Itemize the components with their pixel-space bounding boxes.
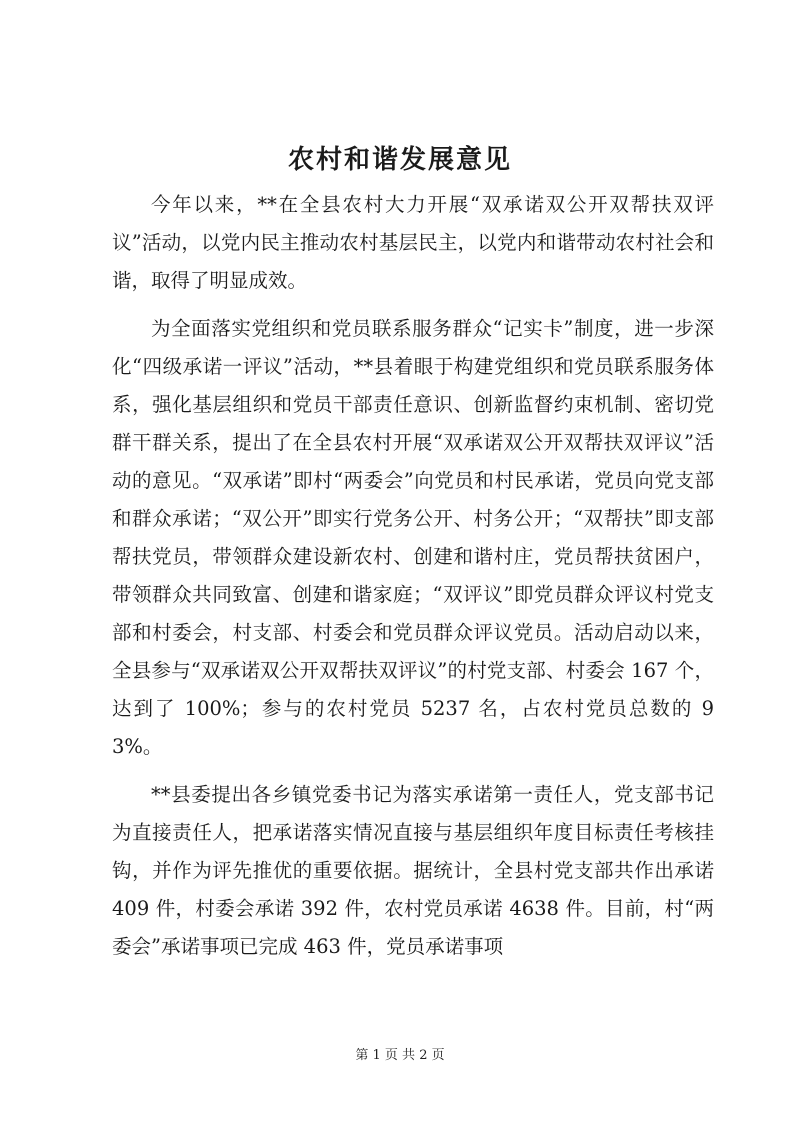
paragraph-1: 今年以来，**在全县农村大力开展“双承诺双公开双帮扶双评议”活动，以党内民主推动农村基层民主，以党内和谐带动农村社会和谐，取得了明显成效。 [112, 193, 714, 292]
paragraph-3: **县委提出各乡镇党委书记为落实承诺第一责任人，党支部书记为直接责任人，把承诺落实情况直接与基层组织年度目标责任考核挂钩，并作为评先推优的重要依据。据统计，全县村党支部共作出承诺 409 件，村委会承诺 392 件，农村党员承诺 4638 件。目前，村“两委会”承诺事项已完成 463 件，党员承诺事项 [112, 783, 714, 958]
document-title: 农村和谐发展意见 [287, 145, 512, 175]
page-footer: 第 1 页 共 2 页 [355, 1048, 445, 1063]
document-body [112, 186, 714, 976]
paragraph-2: 为全面落实党组织和党员联系服务群众“记实卡”制度，进一步深化“四级承诺一评议”活动，**县着眼于构建党组织和党员联系服务体系，强化基层组织和党员干部责任意识、创新监督约束机制、密切党群干群关系，提出了在全县农村开展“双承诺双公开双帮扶双评议”活动的意见。“双承诺”即村“两委会”向党员和村民承诺，党员向党支部和群众承诺；“双公开”即实行党务公开、村务公开；“双帮扶”即支部帮扶党员，带领群众建设新农村、创建和谐村庄，党员帮扶贫困户，带领群众共同致富、创建和谐家庭；“双评议”即党员群众评议村党支部和村委会，村支部、村委会和党员群众评议党员。活动启动以来，全县参与“双承诺双公开双帮扶双评议”的村党支部、村委会 167 个，达到了 100%；参与的农村党员 5237 名，占农村党员总数的 93%。 [112, 317, 714, 758]
